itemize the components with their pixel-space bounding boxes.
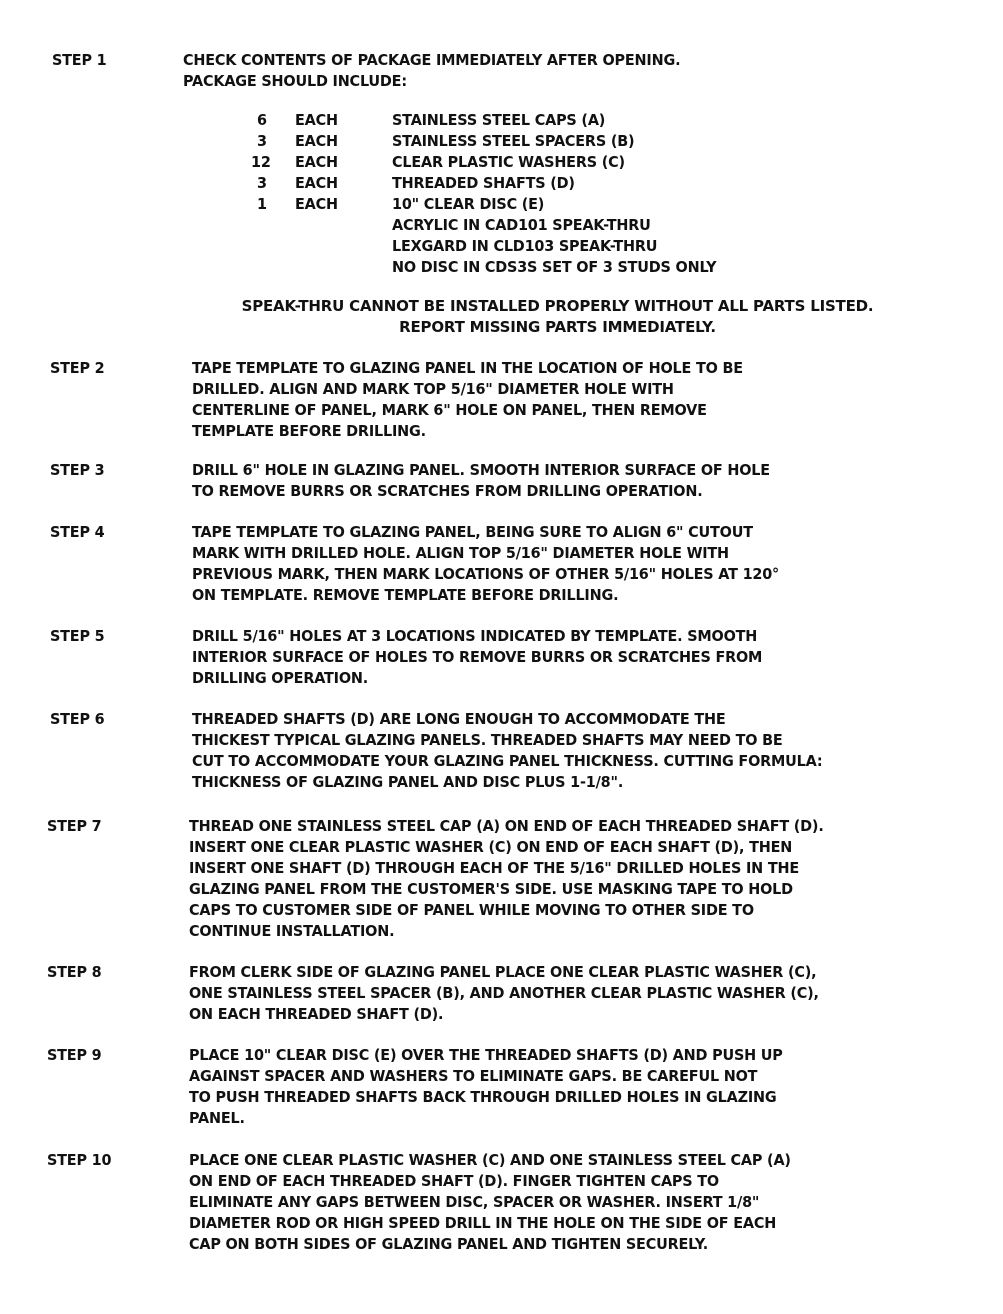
part-desc: THREADED SHAFTS (D) (392, 174, 575, 192)
step-6-text (192, 709, 849, 793)
step-line: TO PUSH THREADED SHAFTS BACK THROUGH DRILLED HOLES IN GLAZING (189, 1088, 777, 1106)
part-unit: EACH (295, 195, 338, 213)
step-2-text (192, 358, 766, 442)
step-line: ONE STAINLESS STEEL SPACER (B), AND ANOTHER CLEAR PLASTIC WASHER (C), (189, 984, 819, 1002)
part-qty: 1 (257, 195, 267, 213)
step-4-text (192, 522, 804, 606)
step-line: PLACE ONE CLEAR PLASTIC WASHER (C) AND ONE STAINLESS STEEL CAP (A) (189, 1151, 791, 1169)
step-1-text (183, 50, 701, 92)
step-line: TEMPLATE BEFORE DRILLING. (192, 422, 426, 440)
part-unit: EACH (295, 132, 338, 150)
step-line: FROM CLERK SIDE OF GLAZING PANEL PLACE ONE CLEAR PLASTIC WASHER (C), (189, 963, 817, 981)
part-qty: 3 (257, 132, 267, 150)
part-desc: STAINLESS STEEL CAPS (A) (392, 111, 606, 129)
step-6-label: STEP 6 (50, 710, 105, 728)
step-line: CONTINUE INSTALLATION. (189, 922, 395, 940)
step-4-label: STEP 4 (50, 523, 105, 541)
step-9-label: STEP 9 (47, 1046, 102, 1064)
step-line: ON TEMPLATE. REMOVE TEMPLATE BEFORE DRILLING. (192, 586, 619, 604)
step-line: PLACE 10" CLEAR DISC (E) OVER THE THREADED SHAFTS (D) AND PUSH UP (189, 1046, 783, 1064)
step-line: ON EACH THREADED SHAFT (D). (189, 1005, 444, 1023)
part-qty: 6 (257, 111, 267, 129)
step-line: THREAD ONE STAINLESS STEEL CAP (A) ON END OF EACH THREADED SHAFT (D). (189, 817, 824, 835)
step-7-label: STEP 7 (47, 817, 102, 835)
step-line: DRILL 5/16" HOLES AT 3 LOCATIONS INDICATED BY TEMPLATE. SMOOTH (192, 627, 758, 645)
step-line: DRILL 6" HOLE IN GLAZING PANEL. SMOOTH INTERIOR SURFACE OF HOLE (192, 461, 770, 479)
part-desc: 10" CLEAR DISC (E) (392, 195, 545, 213)
step-3-text (192, 460, 794, 502)
step-line: CAPS TO CUSTOMER SIDE OF PANEL WHILE MOVING TO OTHER SIDE TO (189, 901, 754, 919)
step-line: AGAINST SPACER AND WASHERS TO ELIMINATE GAPS. BE CAREFUL NOT (189, 1067, 758, 1085)
step-line: ELIMINATE ANY GAPS BETWEEN DISC, SPACER OR WASHER. INSERT 1/8" (189, 1193, 760, 1211)
notice-line: REPORT MISSING PARTS IMMEDIATELY. (399, 318, 716, 336)
step-5-text (192, 626, 786, 689)
part-unit: EACH (295, 153, 338, 171)
step-line: MARK WITH DRILLED HOLE. ALIGN TOP 5/16" DIAMETER HOLE WITH (192, 544, 729, 562)
step-line: DIAMETER ROD OR HIGH SPEED DRILL IN THE HOLE ON THE SIDE OF EACH (189, 1214, 777, 1232)
part-desc: STAINLESS STEEL SPACERS (B) (392, 132, 635, 150)
step-line: THREADED SHAFTS (D) ARE LONG ENOUGH TO ACCOMMODATE THE (192, 710, 726, 728)
notice-line: SPEAK-THRU CANNOT BE INSTALLED PROPERLY WITHOUT ALL PARTS LISTED. (241, 297, 874, 315)
step-7-text (189, 816, 850, 942)
step-line: GLAZING PANEL FROM THE CUSTOMER'S SIDE. USE MASKING TAPE TO HOLD (189, 880, 793, 898)
step-1-label: STEP 1 (52, 51, 107, 69)
step-line: ON END OF EACH THREADED SHAFT (D). FINGER TIGHTEN CAPS TO (189, 1172, 719, 1190)
step-line: PREVIOUS MARK, THEN MARK LOCATIONS OF OTHER 5/16" HOLES AT 120° (192, 565, 780, 583)
step-line: TO REMOVE BURRS OR SCRATCHES FROM DRILLING OPERATION. (192, 482, 703, 500)
step-10-label: STEP 10 (47, 1151, 112, 1169)
step-2-label: STEP 2 (50, 359, 105, 377)
step-8-text (189, 962, 845, 1025)
part-desc: NO DISC IN CDS3S SET OF 3 STUDS ONLY (392, 258, 717, 276)
step-line: DRILLED. ALIGN AND MARK TOP 5/16" DIAMETER HOLE WITH (192, 380, 674, 398)
part-desc: LEXGARD IN CLD103 SPEAK-THRU (392, 237, 658, 255)
step-9-text (189, 1045, 807, 1129)
step-line: INSERT ONE SHAFT (D) THROUGH EACH OF THE 5/16" DRILLED HOLES IN THE (189, 859, 799, 877)
part-qty: 12 (251, 153, 271, 171)
part-desc: ACRYLIC IN CAD101 SPEAK-THRU (392, 216, 651, 234)
step-line: TAPE TEMPLATE TO GLAZING PANEL, BEING SURE TO ALIGN 6" CUTOUT (192, 523, 753, 541)
step-line: CAP ON BOTH SIDES OF GLAZING PANEL AND TIGHTEN SECURELY. (189, 1235, 708, 1253)
step-line: CENTERLINE OF PANEL, MARK 6" HOLE ON PANEL, THEN REMOVE (192, 401, 707, 419)
step-10-text (189, 1150, 816, 1255)
part-unit: EACH (295, 174, 338, 192)
step-3-label: STEP 3 (50, 461, 105, 479)
step-line: DRILLING OPERATION. (192, 669, 369, 687)
step-8-label: STEP 8 (47, 963, 102, 981)
step-line: INTERIOR SURFACE OF HOLES TO REMOVE BURRS OR SCRATCHES FROM (192, 648, 763, 666)
step-line: THICKNESS OF GLAZING PANEL AND DISC PLUS 1-1/8". (192, 773, 624, 791)
step-5-label: STEP 5 (50, 627, 105, 645)
part-qty: 3 (257, 174, 267, 192)
step-line: PANEL. (189, 1109, 245, 1127)
missing-parts-notice (190, 296, 925, 338)
step-1-line: PACKAGE SHOULD INCLUDE: (183, 72, 407, 90)
step-line: CUT TO ACCOMMODATE YOUR GLAZING PANEL THICKNESS. CUTTING FORMULA: (192, 752, 823, 770)
step-line: INSERT ONE CLEAR PLASTIC WASHER (C) ON END OF EACH SHAFT (D), THEN (189, 838, 793, 856)
part-desc: CLEAR PLASTIC WASHERS (C) (392, 153, 625, 171)
step-line: TAPE TEMPLATE TO GLAZING PANEL IN THE LOCATION OF HOLE TO BE (192, 359, 743, 377)
part-unit: EACH (295, 111, 338, 129)
step-line: THICKEST TYPICAL GLAZING PANELS. THREADED SHAFTS MAY NEED TO BE (192, 731, 783, 749)
step-1-line: CHECK CONTENTS OF PACKAGE IMMEDIATELY AFTER OPENING. (183, 51, 681, 69)
